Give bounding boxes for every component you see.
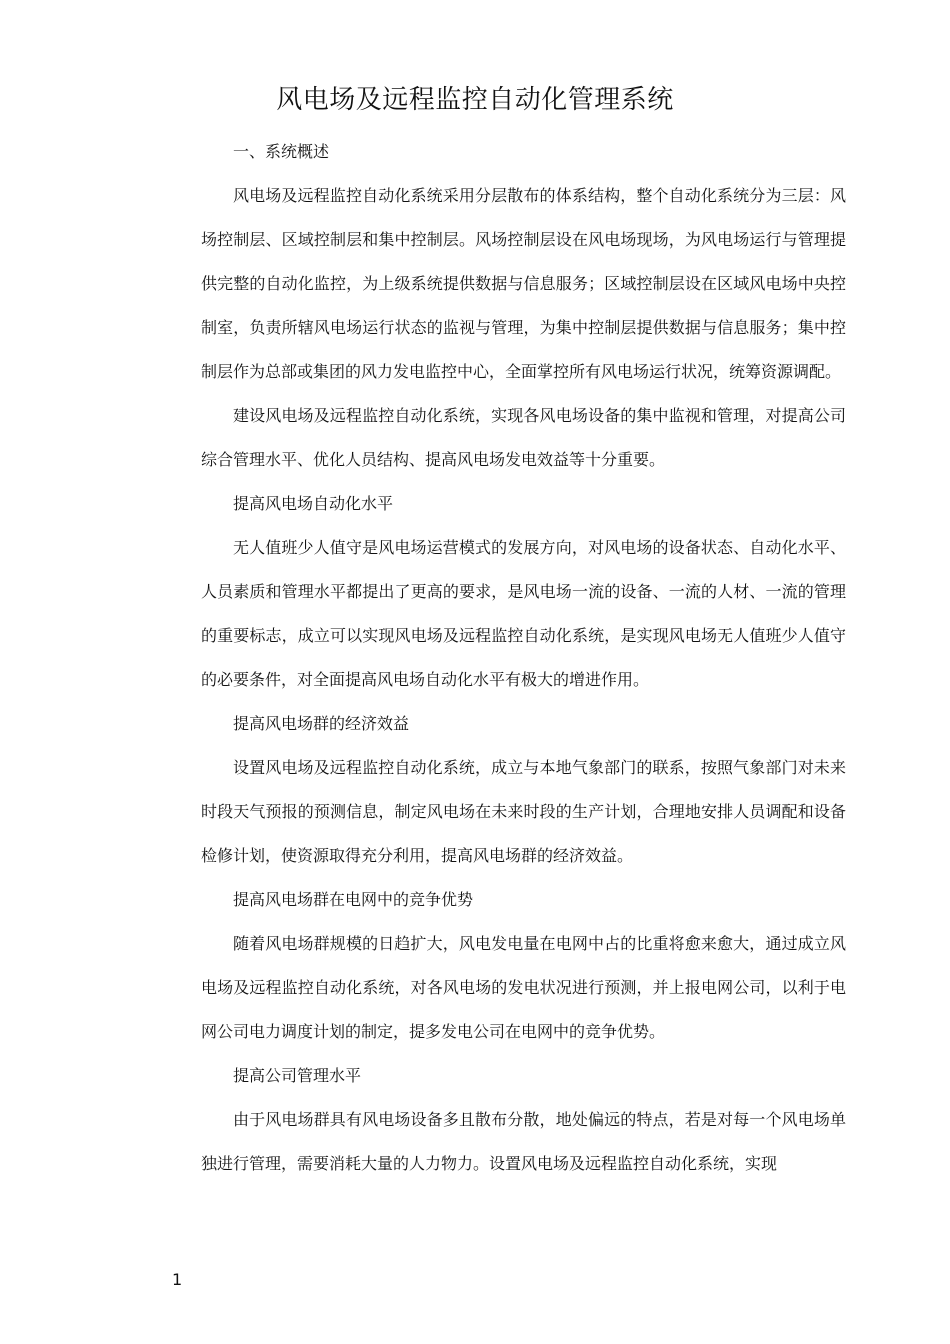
page-number: 1 (172, 1270, 183, 1289)
section-heading-economic: 提高风电场群的经济效益 (233, 714, 410, 733)
section-heading-competition: 提高风电场群在电网中的竞争优势 (233, 890, 474, 909)
section-heading-management: 提高公司管理水平 (233, 1066, 362, 1085)
paragraph-competition: 随着风电场群规模的日趋扩大，风电发电量在电网中占的比重将愈来愈大，通过成立风电场及远程监控自动化系统，对各风电场的发电状况进行预测，并上报电网公司，以利于电网公司电力调度计划的制定，提多发电公司在电网中的竞争优势。 (201, 934, 846, 1041)
section-heading-automation: 提高风电场自动化水平 (233, 494, 394, 513)
paragraph-automation: 无人值班少人值守是风电场运营模式的发展方向，对风电场的设备状态、自动化水平、人员素质和管理水平都提出了更高的要求，是风电场一流的设备、一流的人材、一流的管理的重要标志，成立可以实现风电场及远程监控自动化系统，是实现风电场无人值班少人值守的必要条件，对全面提高风电场自动化水平有极大的增进作用。 (201, 538, 846, 689)
document-title: 风电场及远程监控自动化管理系统 (276, 85, 674, 115)
section-heading-overview: 一、系统概述 (233, 142, 330, 161)
paragraph-architecture: 风电场及远程监控自动化系统采用分层散布的体系结构，整个自动化系统分为三层：风场控制层、区域控制层和集中控制层。风场控制层设在风电场现场，为风电场运行与管理提供完整的自动化监控，为上级系统提供数据与信息服务；区域控制层设在区域风电场中央控制室，负责所辖风电场运行状态的监视与管理，为集中控制层提供数据与信息服务；集中控制层作为总部或集团的风力发电监控中心，全面掌控所有风电场运行状况，统筹资源调配。 (201, 186, 846, 381)
paragraph-economic: 设置风电场及远程监控自动化系统，成立与本地气象部门的联系，按照气象部门对未来时段天气预报的预测信息，制定风电场在未来时段的生产计划，合理地安排人员调配和设备检修计划，使资源取得充分利用，提高风电场群的经济效益。 (201, 758, 846, 865)
document-body (201, 130, 846, 1186)
paragraph-importance: 建设风电场及远程监控自动化系统，实现各风电场设备的集中监视和管理，对提高公司综合管理水平、优化人员结构、提高风电场发电效益等十分重要。 (201, 406, 846, 469)
paragraph-management: 由于风电场群具有风电场设备多且散布分散，地处偏远的特点，若是对每一个风电场单独进行管理，需要消耗大量的人力物力。设置风电场及远程监控自动化系统，实现 (201, 1110, 846, 1173)
